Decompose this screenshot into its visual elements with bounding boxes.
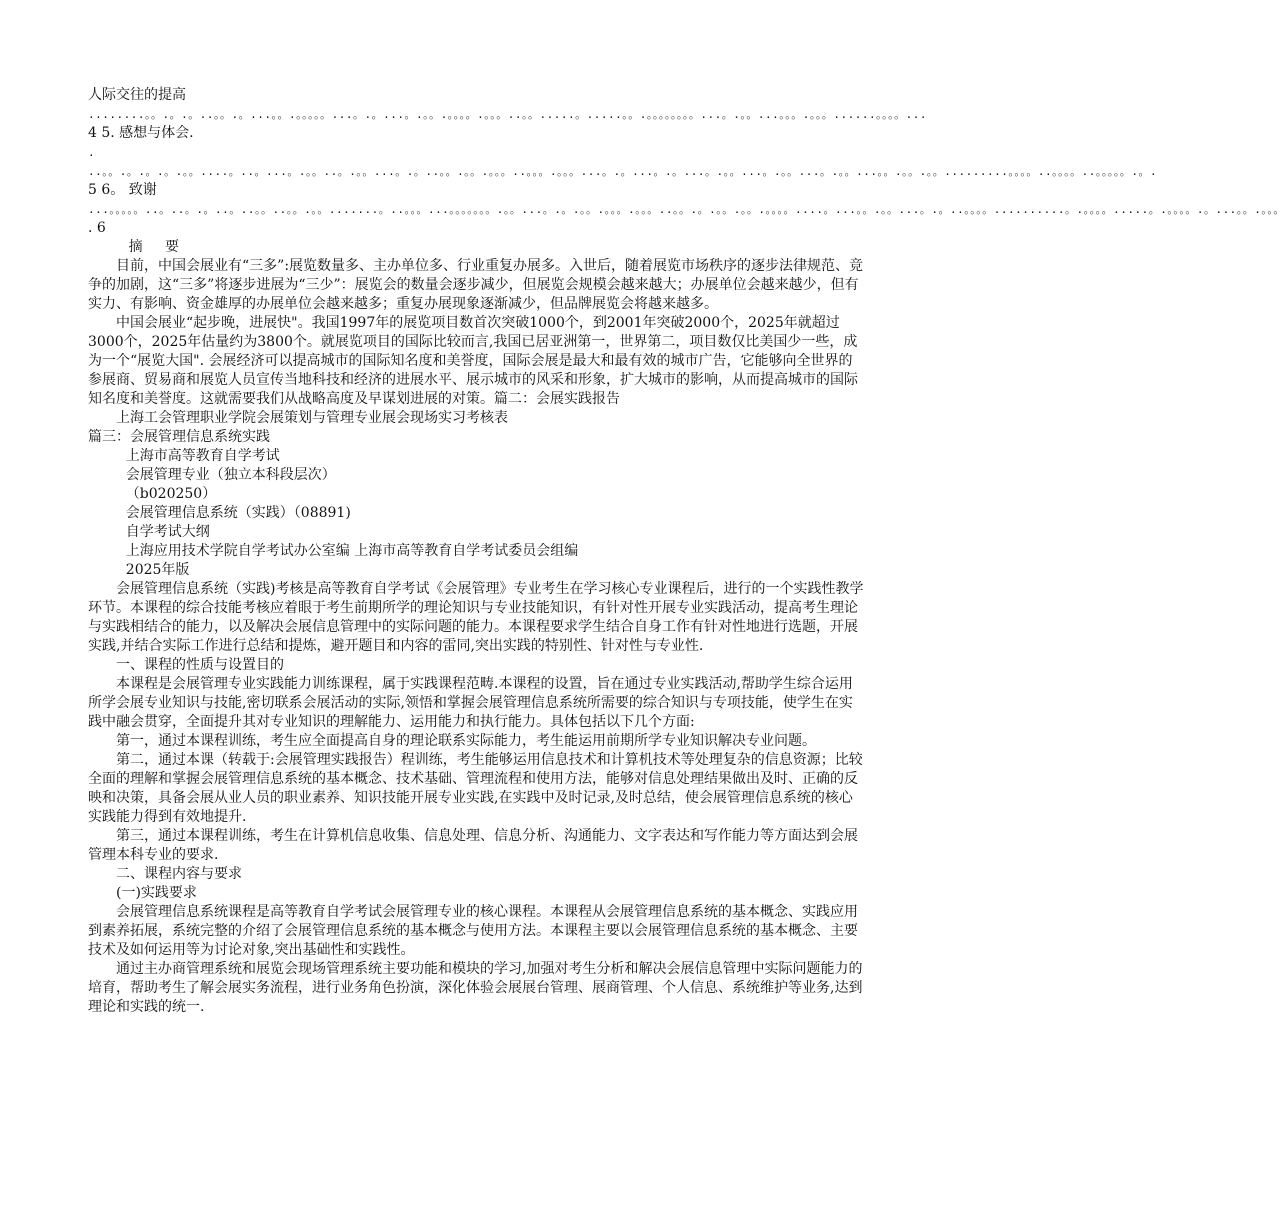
toc-title: 感想与体会.	[119, 125, 194, 141]
paragraph: 上海工会管理职业学院会展策划与管理专业展会现场实习考核表	[116, 410, 508, 426]
toc-page-number: 5 6。	[88, 182, 125, 198]
toc-leader-dots: ..。。.。.。.。.。。....。..。...。.。。..。.。。...。.。..。。.。。.。。。..。。。.。。。...。.。...。.。...。.。。...。.。。...。.。。...。。.。。.。。.........。。。。..。。。。..。。。。。.。.	[88, 165, 1158, 178]
text-line: 自学考试大纲	[125, 524, 210, 540]
toc-entry-3	[88, 200, 1285, 238]
abstract-heading: 摘要	[128, 239, 202, 255]
paragraph: 第二，通过本课（转载于:会展管理实践报告）程训练，考生能够运用信息技术和计算机技术等处理复杂的信息资源；比较全面的理解和掌握会展管理信息系统的基本概念、技术基础、管理流程和使用方法，能够对信息处理结果做出及时、正确的反映和决策，具备会展从业人员的职业素养、知识技能开展专业实践,在实践中及时记录,及时总结，使会展管理信息系统的核心实践能力得到有效地提升.	[88, 752, 863, 825]
paragraph: 会展管理信息系统课程是高等教育自学考试会展管理专业的核心课程。本课程从会展管理信息系统的基本概念、实践应用到素养拓展，系统完整的介绍了会展管理信息系统的基本概念与使用方法。本课程主要以会展管理信息系统的基本概念、主要技术及如何运用等为讨论对象,突出基础性和实践性。	[88, 904, 858, 958]
toc-title: 致谢	[128, 182, 157, 198]
text-line: 会展管理专业（独立本科段层次）	[125, 467, 336, 483]
toc-entry-1	[88, 86, 927, 162]
paragraph: 第三，通过本课程训练，考生在计算机信息收集、信息处理、信息分析、沟通能力、文字表达和写作能力等方面达到会展管理本科专业的要求.	[88, 828, 858, 863]
paragraph: 会展管理信息系统（实践)考核是高等教育自学考试《会展管理》专业考生在学习核心专业课程后，进行的一个实践性教学环节。本课程的综合技能考核应着眼于考生前期所学的理论知识与专业技能知识，有针对性开展专业实践活动，提高考生理论与实践相结合的能力，以及解决会展信息管理中的实际问题的能力。本课程要求学生结合自身工作有针对性地进行选题，开展实践,并结合实际工作进行总结和提炼，避开题目和内容的雷同,突出实践的特别性、针对性与专业性.	[88, 581, 864, 654]
paragraph: 目前，中国会展业有“三多”:展览数量多、主办单位多、行业重复办展多。入世后，随着展览市场秩序的逐步法律规范、竞争的加剧，这“三多”将逐步进展为“三少”：展览会的数量会逐步减少，但展览会规模会越来越大；办展单位会越来越少，但有实力、有影响、资金雄厚的办展单位会越来越多；重复办展现象逐渐减少，但品牌展览会将越来越多。	[88, 258, 864, 312]
paragraph: 中国会展业“起步晚，进展快"。我国1997年的展览项目数首次突破1000个，到2001年突破2000个，2025年就超过3000个，2025年估量约为3800个。就展览项目的国际比较而言,我国已居亚洲第一，世界第二，项目数仅比美国少一些，成为一个“展览大国". 会展经济可以提高城市的国际知名度和美誉度，国际会展是最大和最有效的城市广告，它能够向全世界的参展商、贸易商和展览人员宣传当地科技和经济的进展水平、展示城市的风采和形象，扩大城市的影响，从而提高城市的国际知名度和美誉度。这就需要我们从战略高度及早谋划进展的对策。篇二：会展实践报告	[88, 315, 858, 407]
toc-page-number: . 6	[88, 220, 106, 236]
paragraph: 通过主办商管理系统和展览会现场管理系统主要功能和模块的学习,加强对考生分析和解决会展信息管理中实际问题能力的培育，帮助考生了解会展实务流程，进行业务角色扮演，深化体验会展展台管理、展商管理、个人信息、系统维护等业务,达到理论和实践的统一.	[88, 961, 863, 1015]
document-page	[88, 86, 1285, 1017]
section-heading: 一、课程的性质与设置目的	[116, 657, 284, 673]
text-line: 上海应用技术学院自学考试办公室编 上海市高等教育自学考试委员会组编	[125, 543, 579, 559]
toc-leader-dots: .	[88, 146, 96, 159]
section-heading: (一)实践要求	[116, 885, 197, 901]
toc-page-number: 4 5.	[88, 125, 115, 141]
toc-leader-dots: ...。。。。。..。..。.。..。..。。..。。.。。.......。..。。。...。。。。。。。.。。...。.。.。。.。。。.。。。..。。.。.。。.。。.。。。。....。...。。.。。...。.。..。。。。..........。.。。。。.....。.。。。。.。...。。.。。。	[88, 203, 1285, 216]
text-line: 会展管理信息系统（实践）（08891)	[125, 505, 351, 521]
toc-leader-dots: ........。。.。.。..。。.。...。。.。。。。。...。.。...。.。。.。。。。.。。。..。。.....。.....。。.。。。。。。。。...。.。。...。。。.。。。......。。。。...	[88, 108, 927, 121]
toc-title: 人际交往的提高	[88, 87, 186, 103]
text-line: 上海市高等教育自学考试	[125, 448, 280, 464]
section-heading: 篇三：会展管理信息系统实践	[88, 429, 270, 445]
paragraph: 本课程是会展管理专业实践能力训练课程，属于实践课程范畴.本课程的设置，旨在通过专业实践活动,帮助学生综合运用所学会展专业知识与技能,密切联系会展活动的实际,领悟和掌握会展管理信息系统所需要的综合知识与专项技能，使学生在实践中融会贯穿，全面提升其对专业知识的理解能力、运用能力和执行能力。具体包括以下几个方面:	[88, 676, 853, 730]
text-line: 2025年版	[125, 562, 190, 578]
section-heading: 二、课程内容与要求	[116, 866, 242, 882]
paragraph: 第一，通过本课程训练，考生应全面提高自身的理论联系实际能力，考生能运用前期所学专业知识解决专业问题。	[116, 733, 816, 749]
toc-entry-2	[88, 162, 1158, 200]
text-line: （b020250）	[125, 486, 217, 502]
